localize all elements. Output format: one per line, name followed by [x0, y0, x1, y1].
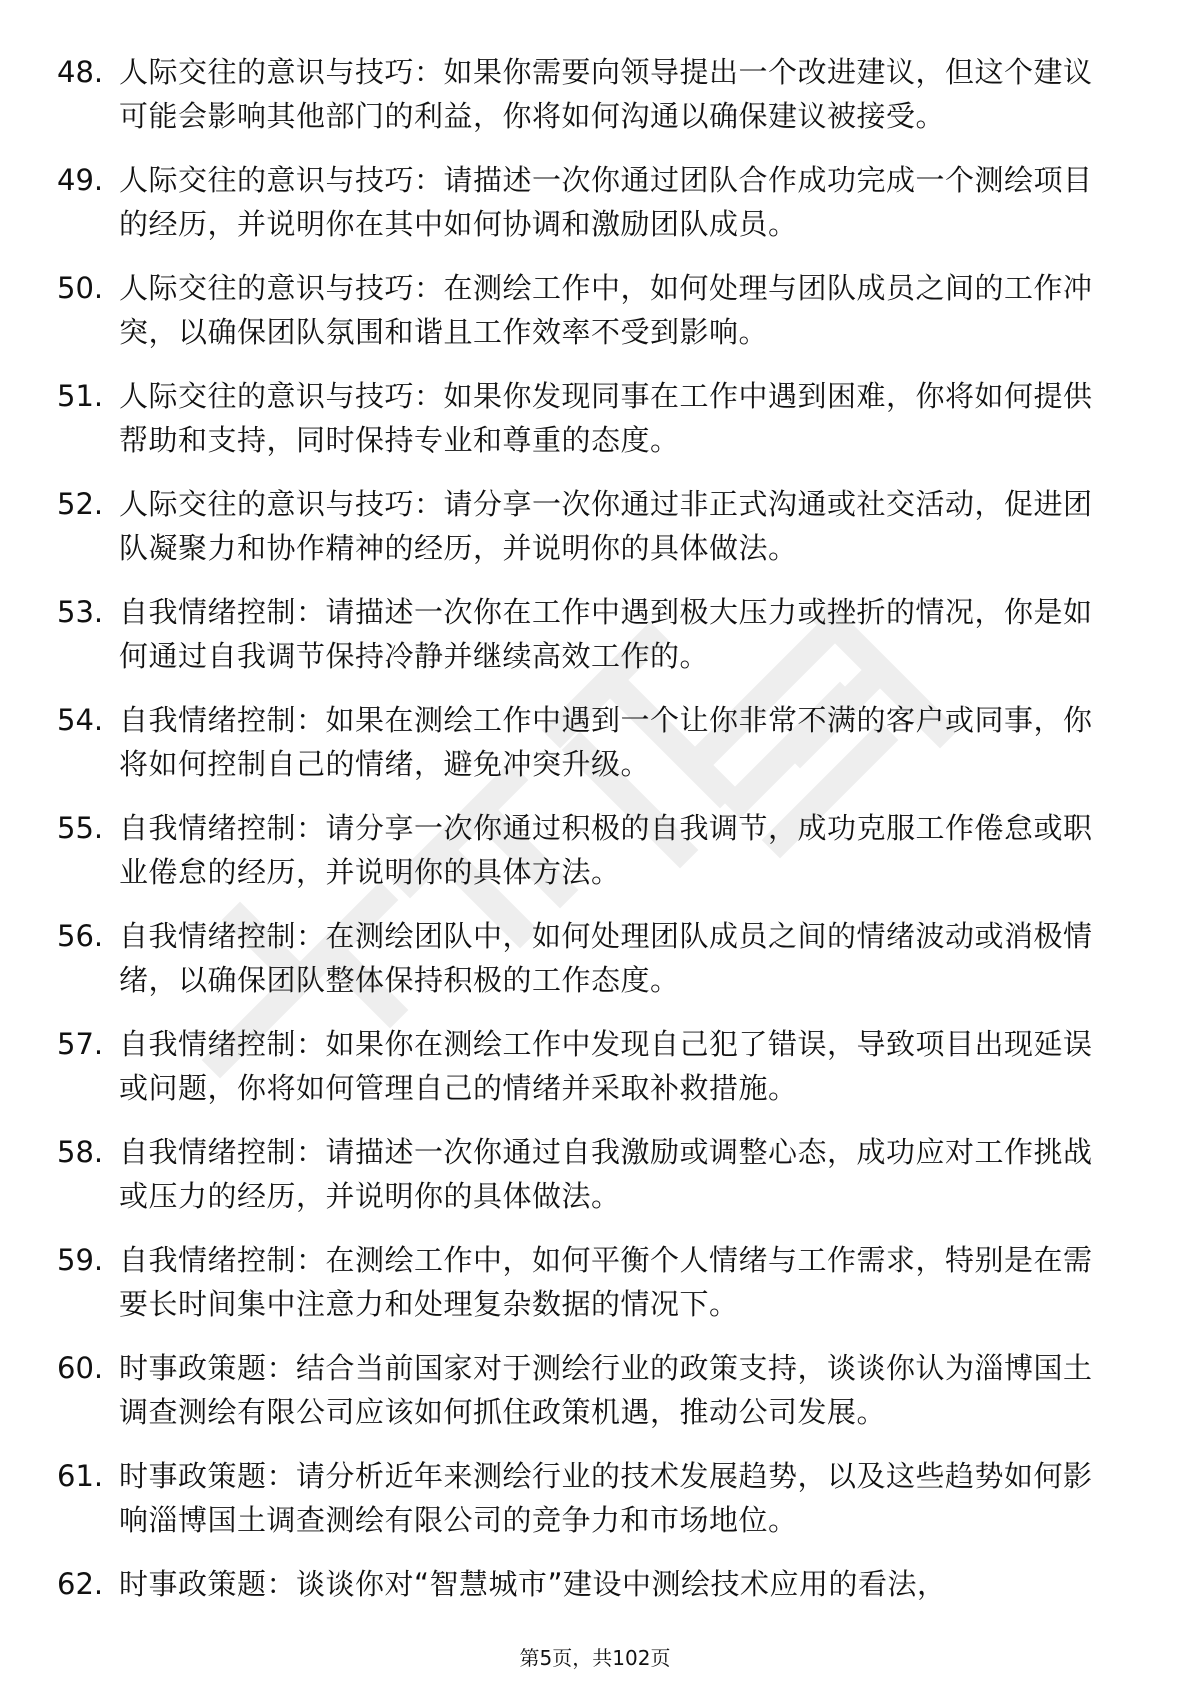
question-number: 52. [57, 487, 104, 521]
question-text: 时事政策题：请分析近年来测绘行业的技术发展趋势，以及这些趋势如何影响淄博国土调查测绘有限公司的竞争力和市场地位。 [119, 1459, 1093, 1537]
question-number: 55. [57, 811, 104, 845]
question-text: 时事政策题：结合当前国家对于测绘行业的政策支持，谈谈你认为淄博国土调查测绘有限公司应该如何抓住政策机遇，推动公司发展。 [119, 1351, 1093, 1429]
question-number: 56. [57, 919, 104, 953]
question-item [57, 914, 1107, 1002]
question-list [57, 50, 1107, 1626]
question-number: 59. [57, 1243, 104, 1277]
page-number-footer: 第5页，共102页 [519, 1646, 671, 1670]
question-text: 自我情绪控制：请分享一次你通过积极的自我调节，成功克服工作倦怠或职业倦怠的经历，并说明你的具体方法。 [119, 811, 1093, 889]
question-number: 58. [57, 1135, 104, 1169]
question-text: 自我情绪控制：在测绘团队中，如何处理团队成员之间的情绪波动或消极情绪，以确保团队整体保持积极的工作态度。 [119, 919, 1093, 997]
question-item [57, 1454, 1107, 1542]
question-number: 57. [57, 1027, 104, 1061]
question-item [57, 590, 1107, 678]
question-text: 时事政策题：谈谈你对“智慧城市”建设中测绘技术应用的看法， [119, 1567, 947, 1601]
question-item [57, 482, 1107, 570]
question-item [57, 158, 1107, 246]
question-text: 自我情绪控制：如果你在测绘工作中发现自己犯了错误，导致项目出现延误或问题，你将如何管理自己的情绪并采取补救措施。 [119, 1027, 1093, 1105]
question-item [57, 1022, 1107, 1110]
question-number: 49. [57, 163, 104, 197]
question-number: 54. [57, 703, 104, 737]
question-text: 自我情绪控制：如果在测绘工作中遇到一个让你非常不满的客户或同事，你将如何控制自己的情绪，避免冲突升级。 [119, 703, 1093, 781]
question-item [57, 374, 1107, 462]
question-text: 人际交往的意识与技巧：请分享一次你通过非正式沟通或社交活动，促进团队凝聚力和协作精神的经历，并说明你的具体做法。 [119, 487, 1093, 565]
question-text: 人际交往的意识与技巧：请描述一次你通过团队合作成功完成一个测绘项目的经历，并说明你在其中如何协调和激励团队成员。 [119, 163, 1093, 241]
question-number: 62. [57, 1567, 104, 1601]
question-item [57, 1130, 1107, 1218]
question-text: 自我情绪控制：请描述一次你在工作中遇到极大压力或挫折的情况，你是如何通过自我调节保持冷静并继续高效工作的。 [119, 595, 1093, 673]
question-number: 60. [57, 1351, 104, 1385]
question-text: 自我情绪控制：请描述一次你通过自我激励或调整心态，成功应对工作挑战或压力的经历，并说明你的具体做法。 [119, 1135, 1093, 1213]
question-text: 人际交往的意识与技巧：在测绘工作中，如何处理与团队成员之间的工作冲突，以确保团队氛围和谐且工作效率不受到影响。 [119, 271, 1093, 349]
question-item [57, 1238, 1107, 1326]
question-text: 人际交往的意识与技巧：如果你需要向领导提出一个改进建议，但这个建议可能会影响其他部门的利益，你将如何沟通以确保建议被接受。 [119, 55, 1093, 133]
question-item [57, 806, 1107, 894]
question-number: 61. [57, 1459, 104, 1493]
question-item [57, 1562, 1107, 1606]
question-number: 48. [57, 55, 104, 89]
question-number: 53. [57, 595, 104, 629]
question-item [57, 698, 1107, 786]
question-item [57, 266, 1107, 354]
question-text: 人际交往的意识与技巧：如果你发现同事在工作中遇到困难，你将如何提供帮助和支持，同时保持专业和尊重的态度。 [119, 379, 1093, 457]
question-text: 自我情绪控制：在测绘工作中，如何平衡个人情绪与工作需求，特别是在需要长时间集中注意力和处理复杂数据的情况下。 [119, 1243, 1093, 1321]
question-item [57, 1346, 1107, 1434]
question-number: 50. [57, 271, 104, 305]
question-item [57, 50, 1107, 138]
question-number: 51. [57, 379, 104, 413]
